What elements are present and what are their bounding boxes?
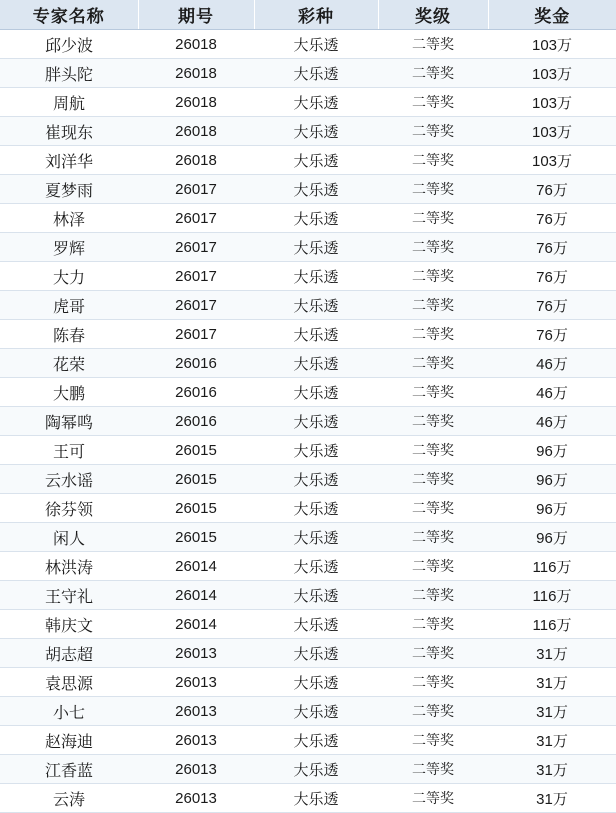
cell-prize-amount: 103万 <box>488 59 616 88</box>
table-row <box>0 552 616 581</box>
table-row <box>0 204 616 233</box>
cell-lottery-type: 大乐透 <box>254 291 378 320</box>
cell-issue: 26014 <box>138 581 254 610</box>
table-row <box>0 436 616 465</box>
cell-issue: 26013 <box>138 784 254 813</box>
cell-lottery-type: 大乐透 <box>254 784 378 813</box>
cell-prize-level: 二等奖 <box>378 581 488 610</box>
column-header-expert-name: 专家名称 <box>0 0 138 30</box>
table-row <box>0 262 616 291</box>
cell-prize-level: 二等奖 <box>378 668 488 697</box>
cell-lottery-type: 大乐透 <box>254 349 378 378</box>
table-row <box>0 755 616 784</box>
table-row <box>0 697 616 726</box>
cell-issue: 26013 <box>138 755 254 784</box>
cell-issue: 26017 <box>138 291 254 320</box>
cell-lottery-type: 大乐透 <box>254 175 378 204</box>
cell-prize-amount: 31万 <box>488 726 616 755</box>
cell-prize-level: 二等奖 <box>378 233 488 262</box>
cell-prize-amount: 46万 <box>488 407 616 436</box>
cell-prize-amount: 116万 <box>488 552 616 581</box>
cell-issue: 26015 <box>138 494 254 523</box>
table-row <box>0 639 616 668</box>
cell-prize-level: 二等奖 <box>378 552 488 581</box>
table-row <box>0 465 616 494</box>
cell-lottery-type: 大乐透 <box>254 436 378 465</box>
table-row <box>0 233 616 262</box>
cell-lottery-type: 大乐透 <box>254 117 378 146</box>
cell-issue: 26018 <box>138 59 254 88</box>
cell-prize-amount: 103万 <box>488 146 616 175</box>
cell-lottery-type: 大乐透 <box>254 146 378 175</box>
cell-issue: 26013 <box>138 697 254 726</box>
cell-issue: 26015 <box>138 465 254 494</box>
cell-prize-level: 二等奖 <box>378 59 488 88</box>
column-header-prize-amount: 奖金 <box>488 0 616 30</box>
cell-expert-name: 胖头陀 <box>0 59 138 88</box>
cell-expert-name: 罗辉 <box>0 233 138 262</box>
cell-lottery-type: 大乐透 <box>254 755 378 784</box>
cell-lottery-type: 大乐透 <box>254 581 378 610</box>
cell-lottery-type: 大乐透 <box>254 407 378 436</box>
cell-prize-amount: 31万 <box>488 697 616 726</box>
cell-prize-level: 二等奖 <box>378 88 488 117</box>
cell-lottery-type: 大乐透 <box>254 59 378 88</box>
cell-prize-amount: 31万 <box>488 784 616 813</box>
cell-prize-level: 二等奖 <box>378 146 488 175</box>
cell-prize-level: 二等奖 <box>378 378 488 407</box>
table-row <box>0 407 616 436</box>
cell-expert-name: 江香蓝 <box>0 755 138 784</box>
table-row <box>0 146 616 175</box>
cell-expert-name: 王守礼 <box>0 581 138 610</box>
cell-prize-amount: 116万 <box>488 581 616 610</box>
cell-prize-level: 二等奖 <box>378 784 488 813</box>
cell-prize-amount: 76万 <box>488 175 616 204</box>
cell-prize-amount: 46万 <box>488 349 616 378</box>
table-row <box>0 320 616 349</box>
cell-expert-name: 赵海迪 <box>0 726 138 755</box>
cell-issue: 26014 <box>138 610 254 639</box>
cell-lottery-type: 大乐透 <box>254 639 378 668</box>
cell-expert-name: 林洪涛 <box>0 552 138 581</box>
cell-expert-name: 虎哥 <box>0 291 138 320</box>
cell-prize-level: 二等奖 <box>378 407 488 436</box>
cell-expert-name: 云涛 <box>0 784 138 813</box>
cell-prize-amount: 46万 <box>488 378 616 407</box>
cell-prize-amount: 96万 <box>488 436 616 465</box>
cell-expert-name: 花荣 <box>0 349 138 378</box>
cell-expert-name: 周航 <box>0 88 138 117</box>
cell-lottery-type: 大乐透 <box>254 88 378 117</box>
table-row <box>0 610 616 639</box>
cell-expert-name: 袁思源 <box>0 668 138 697</box>
cell-issue: 26013 <box>138 668 254 697</box>
cell-lottery-type: 大乐透 <box>254 378 378 407</box>
cell-prize-amount: 103万 <box>488 88 616 117</box>
cell-prize-level: 二等奖 <box>378 436 488 465</box>
cell-expert-name: 陈春 <box>0 320 138 349</box>
cell-issue: 26016 <box>138 407 254 436</box>
cell-prize-amount: 76万 <box>488 262 616 291</box>
cell-lottery-type: 大乐透 <box>254 320 378 349</box>
cell-expert-name: 云水谣 <box>0 465 138 494</box>
cell-prize-level: 二等奖 <box>378 755 488 784</box>
cell-issue: 26018 <box>138 88 254 117</box>
table-header <box>0 0 616 30</box>
cell-prize-amount: 96万 <box>488 465 616 494</box>
cell-expert-name: 闲人 <box>0 523 138 552</box>
cell-issue: 26017 <box>138 262 254 291</box>
cell-prize-level: 二等奖 <box>378 291 488 320</box>
table-row <box>0 523 616 552</box>
cell-lottery-type: 大乐透 <box>254 465 378 494</box>
table-body <box>0 30 616 813</box>
cell-expert-name: 小七 <box>0 697 138 726</box>
cell-issue: 26017 <box>138 233 254 262</box>
table-row <box>0 726 616 755</box>
cell-prize-level: 二等奖 <box>378 494 488 523</box>
table-row <box>0 581 616 610</box>
cell-expert-name: 崔现东 <box>0 117 138 146</box>
cell-expert-name: 王可 <box>0 436 138 465</box>
table-row <box>0 494 616 523</box>
table-row <box>0 30 616 59</box>
cell-prize-amount: 31万 <box>488 755 616 784</box>
cell-prize-amount: 31万 <box>488 639 616 668</box>
cell-prize-level: 二等奖 <box>378 639 488 668</box>
cell-issue: 26018 <box>138 117 254 146</box>
table-row <box>0 88 616 117</box>
cell-prize-amount: 96万 <box>488 494 616 523</box>
cell-issue: 26016 <box>138 378 254 407</box>
table-header-row <box>0 0 616 30</box>
cell-expert-name: 林泽 <box>0 204 138 233</box>
cell-issue: 26017 <box>138 320 254 349</box>
cell-prize-amount: 76万 <box>488 233 616 262</box>
cell-lottery-type: 大乐透 <box>254 494 378 523</box>
cell-lottery-type: 大乐透 <box>254 610 378 639</box>
cell-expert-name: 胡志超 <box>0 639 138 668</box>
cell-issue: 26018 <box>138 30 254 59</box>
table-row <box>0 175 616 204</box>
cell-lottery-type: 大乐透 <box>254 262 378 291</box>
cell-prize-amount: 31万 <box>488 668 616 697</box>
cell-prize-level: 二等奖 <box>378 320 488 349</box>
cell-expert-name: 刘洋华 <box>0 146 138 175</box>
cell-expert-name: 大力 <box>0 262 138 291</box>
column-header-issue: 期号 <box>138 0 254 30</box>
cell-prize-amount: 76万 <box>488 204 616 233</box>
cell-expert-name: 徐芬领 <box>0 494 138 523</box>
cell-issue: 26016 <box>138 349 254 378</box>
cell-prize-level: 二等奖 <box>378 610 488 639</box>
cell-prize-level: 二等奖 <box>378 204 488 233</box>
cell-issue: 26015 <box>138 523 254 552</box>
cell-expert-name: 邱少波 <box>0 30 138 59</box>
cell-prize-level: 二等奖 <box>378 262 488 291</box>
cell-lottery-type: 大乐透 <box>254 668 378 697</box>
cell-prize-amount: 76万 <box>488 320 616 349</box>
table-row <box>0 378 616 407</box>
table-row <box>0 291 616 320</box>
cell-prize-amount: 76万 <box>488 291 616 320</box>
cell-prize-level: 二等奖 <box>378 523 488 552</box>
cell-lottery-type: 大乐透 <box>254 204 378 233</box>
table-row <box>0 117 616 146</box>
cell-prize-level: 二等奖 <box>378 30 488 59</box>
table-row <box>0 668 616 697</box>
cell-prize-amount: 116万 <box>488 610 616 639</box>
column-header-lottery-type: 彩种 <box>254 0 378 30</box>
cell-prize-level: 二等奖 <box>378 117 488 146</box>
cell-issue: 26017 <box>138 204 254 233</box>
cell-lottery-type: 大乐透 <box>254 726 378 755</box>
cell-prize-level: 二等奖 <box>378 175 488 204</box>
cell-expert-name: 韩庆文 <box>0 610 138 639</box>
cell-issue: 26017 <box>138 175 254 204</box>
cell-lottery-type: 大乐透 <box>254 233 378 262</box>
cell-expert-name: 陶幂鸣 <box>0 407 138 436</box>
cell-lottery-type: 大乐透 <box>254 697 378 726</box>
cell-expert-name: 夏梦雨 <box>0 175 138 204</box>
cell-issue: 26014 <box>138 552 254 581</box>
column-header-prize-level: 奖级 <box>378 0 488 30</box>
cell-prize-level: 二等奖 <box>378 697 488 726</box>
cell-issue: 26013 <box>138 726 254 755</box>
cell-prize-level: 二等奖 <box>378 349 488 378</box>
table-row <box>0 784 616 813</box>
cell-lottery-type: 大乐透 <box>254 30 378 59</box>
cell-issue: 26015 <box>138 436 254 465</box>
cell-prize-level: 二等奖 <box>378 726 488 755</box>
cell-lottery-type: 大乐透 <box>254 523 378 552</box>
cell-prize-amount: 103万 <box>488 30 616 59</box>
table-row <box>0 59 616 88</box>
cell-issue: 26018 <box>138 146 254 175</box>
cell-expert-name: 大鹏 <box>0 378 138 407</box>
cell-prize-amount: 103万 <box>488 117 616 146</box>
cell-issue: 26013 <box>138 639 254 668</box>
table-row <box>0 349 616 378</box>
cell-prize-level: 二等奖 <box>378 465 488 494</box>
cell-lottery-type: 大乐透 <box>254 552 378 581</box>
cell-prize-amount: 96万 <box>488 523 616 552</box>
